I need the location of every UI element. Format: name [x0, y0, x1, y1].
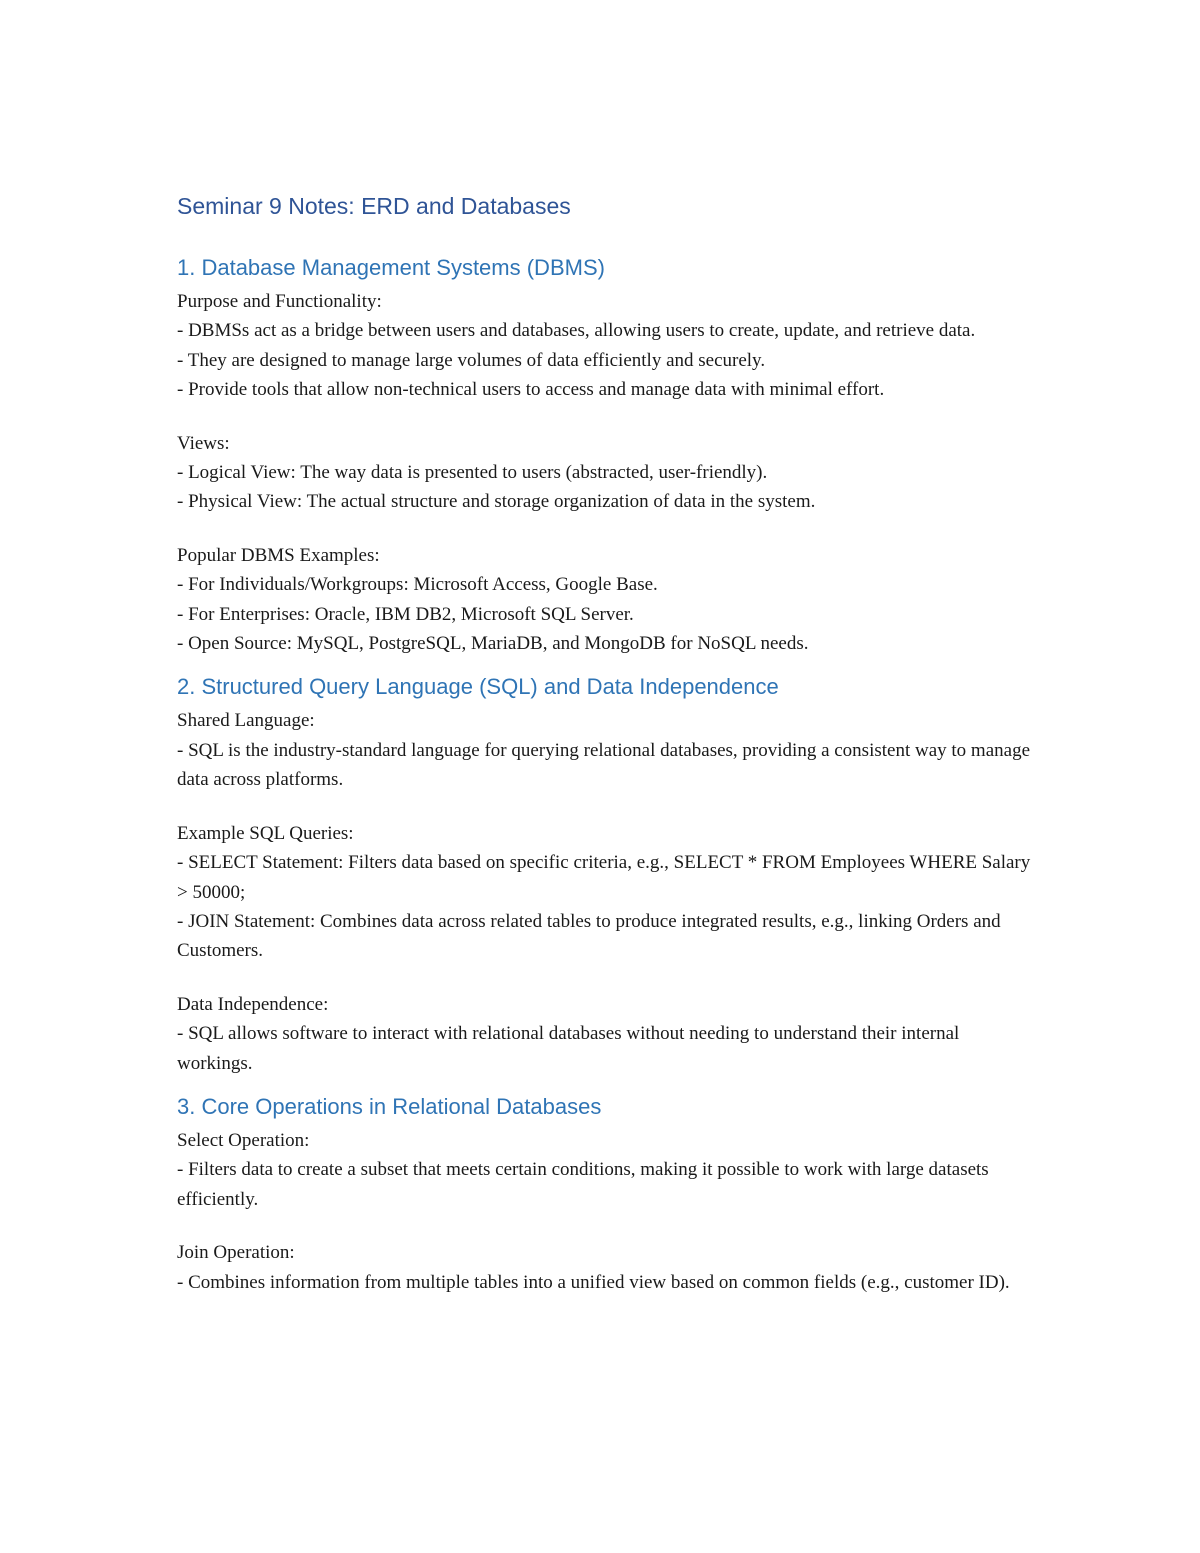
document-content: [177, 190, 1037, 1311]
section-heading: 2. Structured Query Language (SQL) and Data Independence: [177, 674, 779, 700]
block-label: Purpose and Functionality:: [177, 291, 382, 312]
section-heading: 1. Database Management Systems (DBMS): [177, 255, 605, 280]
block-dbms-examples: [177, 541, 1037, 659]
bullet-item: - For Individuals/Workgroups: Microsoft Access, Google Base.: [177, 574, 658, 596]
bullet-item: - Filters data to create a subset that meets certain conditions, making it possible to work with large datasets efficiently.: [177, 1159, 989, 1210]
block-label: Shared Language:: [177, 710, 315, 732]
section-dbms: [177, 253, 1037, 658]
bullet-item: - Provide tools that allow non-technical users to access and manage data with minimal effort.: [177, 379, 885, 401]
bullet-item: - For Enterprises: Oracle, IBM DB2, Microsoft SQL Server.: [177, 603, 634, 625]
section-core-operations: [177, 1092, 1037, 1297]
bullet-item: - SQL allows software to interact with relational databases without needing to understand their internal workings.: [177, 1023, 960, 1074]
block-sql-queries: [177, 819, 1037, 966]
block-label: Join Operation:: [177, 1242, 295, 1264]
bullet-item: - Logical View: The way data is presented to users (abstracted, user-friendly).: [177, 462, 768, 484]
bullet-item: - SQL is the industry-standard language for querying relational databases, providing a consistent way to manage data across platforms.: [177, 739, 1031, 791]
bullet-item: - DBMSs act as a bridge between users and databases, allowing users to create, update, and retrieve data.: [177, 320, 976, 342]
block-label: Example SQL Queries:: [177, 822, 354, 844]
block-join-operation: [177, 1238, 1037, 1297]
block-label: Select Operation:: [177, 1129, 310, 1151]
block-select-operation: [177, 1126, 1037, 1214]
bullet-item: - JOIN Statement: Combines data across related tables to produce integrated results, e.g., linking Orders and Customers.: [177, 910, 1001, 962]
bullet-item: - They are designed to manage large volumes of data efficiently and securely.: [177, 349, 766, 371]
block-purpose: [177, 287, 1037, 405]
block-label: Data Independence:: [177, 993, 329, 1015]
block-label: Popular DBMS Examples:: [177, 544, 380, 566]
bullet-item: - Open Source: MySQL, PostgreSQL, MariaDB, and MongoDB for NoSQL needs.: [177, 633, 809, 655]
section-sql: [177, 672, 1037, 1077]
block-data-independence: [177, 990, 1037, 1078]
document-title: Seminar 9 Notes: ERD and Databases: [177, 193, 571, 219]
block-views: [177, 429, 1037, 517]
block-label: Views:: [177, 432, 230, 454]
block-shared-language: [177, 706, 1037, 794]
bullet-item: - Combines information from multiple tables into a unified view based on common fields (e.g., customer ID).: [177, 1271, 1010, 1293]
bullet-item: - Physical View: The actual structure and storage organization of data in the system.: [177, 491, 816, 513]
bullet-item: - SELECT Statement: Filters data based on specific criteria, e.g., SELECT * FROM Employees WHERE Salary > 50000;: [177, 852, 1031, 903]
section-heading: 3. Core Operations in Relational Databases: [177, 1093, 602, 1119]
